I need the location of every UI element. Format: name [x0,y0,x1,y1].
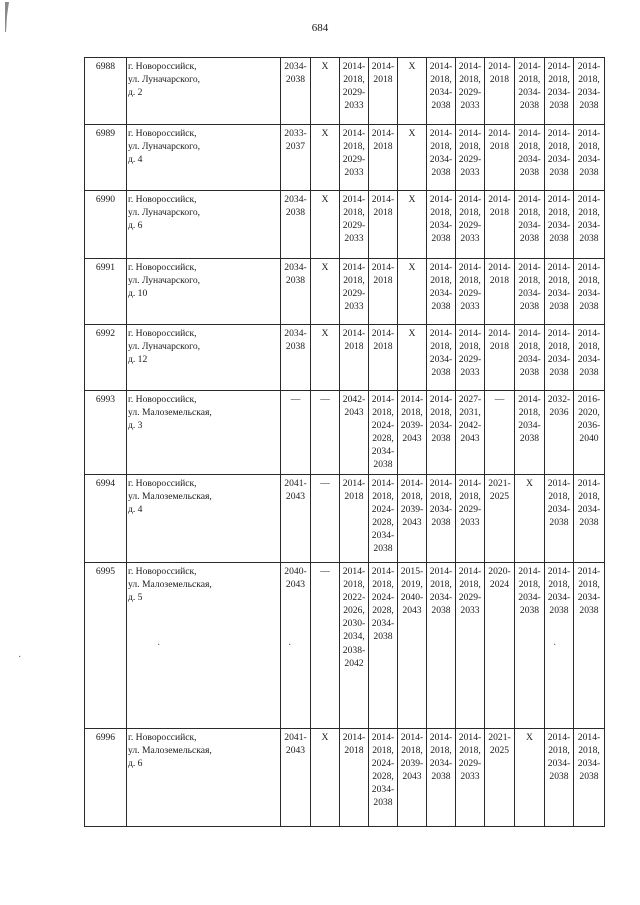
address-line: д. 3 [128,420,143,432]
period-cell: 2014- 2018, 2034- 2038 [427,391,456,475]
period-cell: 2014- 2018, 2034- 2038 [545,475,574,563]
table-row [85,191,605,259]
period-cell: 2034- 2038 [281,58,311,125]
period-cell: 2014- 2018 [485,58,515,125]
period-cell: 2014- 2018, 2034- 2038 [545,125,574,191]
period-cell: 2014- 2018, 2034- 2038 [515,391,545,475]
period-cell: 2014- 2018, 2034- 2038 [574,729,605,827]
period-cell: 2014- 2018 [369,58,398,125]
period-cell: X [311,325,340,391]
row-number-cell: 6992 [85,325,127,391]
period-cell: 2014- 2018 [369,125,398,191]
period-cell: X [311,125,340,191]
period-cell: 2014- 2018, 2034- 2038 [574,563,605,729]
table-body [85,58,605,827]
period-cell: 2032- 2036 [545,391,574,475]
scan-speck: · [157,640,161,651]
address-line: ул. Луначарского, [128,141,201,153]
address-cell [127,391,281,475]
period-cell: 2014- 2018, 2022- 2026, 2030- 2034, 2038- 2042 [340,563,369,729]
period-cell: 2014- 2018, 2034- 2038 [427,58,456,125]
address-cell [127,563,281,729]
period-cell: 2014- 2018, 2034- 2038 [515,191,545,259]
period-cell: 2014- 2018, 2029- 2033 [456,325,485,391]
period-cell: 2014- 2018, 2029- 2033 [340,191,369,259]
period-cell: 2014- 2018 [485,191,515,259]
address-cell [127,191,281,259]
period-cell: 2014- 2018, 2024- 2028, 2034- 2038 [369,563,398,729]
period-cell: 2041- 2043 [281,729,311,827]
row-number-cell: 6991 [85,259,127,325]
period-cell: 2014- 2018 [369,191,398,259]
period-cell: X [398,325,427,391]
address-line: г. Новороссийск, [128,328,197,339]
period-cell: — [311,475,340,563]
period-cell: — [485,391,515,475]
period-cell: 2034- 2038 [281,325,311,391]
period-cell: 2040- 2043 [281,563,311,729]
period-cell: 2014- 2018, 2034- 2038 [427,729,456,827]
period-cell: X [398,191,427,259]
period-cell: 2014- 2018 [369,259,398,325]
table-row [85,391,605,475]
period-cell: 2014- 2018, 2029- 2033 [340,58,369,125]
period-cell: 2014- 2018 [340,475,369,563]
period-cell: 2034- 2038 [281,191,311,259]
page-number: 684 [311,22,329,34]
address-line: ул. Малоземельская, [128,491,212,503]
period-cell: 2014- 2018, 2034- 2038 [515,563,545,729]
address-line: ул. Малоземельская, [128,407,212,419]
address-line: ул. Малоземельская, [128,745,212,757]
address-line: д. 6 [128,758,143,770]
row-number-cell: 6994 [85,475,127,563]
address-line: ул. Малоземельская, [128,579,212,591]
period-cell: 2014- 2018 [340,325,369,391]
scan-speck: · [18,652,22,663]
period-cell: 2033- 2037 [281,125,311,191]
address-line: д. 10 [128,288,148,300]
address-line: г. Новороссийск, [128,262,197,273]
period-cell: 2014- 2018, 2029- 2033 [456,58,485,125]
period-cell: 2014- 2018, 2029- 2033 [456,563,485,729]
period-cell: 2014- 2018, 2024- 2028, 2034- 2038 [369,391,398,475]
period-cell: 2014- 2018 [340,729,369,827]
period-cell: X [311,58,340,125]
table-row [85,475,605,563]
period-cell: 2014- 2018, 2034- 2038 [515,125,545,191]
table-row [85,259,605,325]
period-cell: 2016- 2020, 2036- 2040 [574,391,605,475]
period-cell: 2041- 2043 [281,475,311,563]
address-line: г. Новороссийск, [128,566,197,577]
period-cell: 2014- 2018 [485,325,515,391]
period-cell: 2014- 2018 [369,325,398,391]
address-cell [127,325,281,391]
address-line: д. 4 [128,504,143,516]
address-cell [127,259,281,325]
address-line: ул. Луначарского, [128,74,201,86]
period-cell: 2014- 2018, 2034- 2038 [574,125,605,191]
period-cell: — [311,391,340,475]
address-line: г. Новороссийск, [128,194,197,205]
address-line: г. Новороссийск, [128,61,197,72]
period-cell: 2014- 2018, 2039- 2043 [398,391,427,475]
row-number-cell: 6989 [85,125,127,191]
period-cell: 2014- 2018, 2029- 2033 [340,259,369,325]
table-row [85,125,605,191]
address-line: д. 12 [128,354,148,366]
address-cell [127,475,281,563]
address-cell [127,729,281,827]
period-cell: 2014- 2018, 2039- 2043 [398,729,427,827]
period-cell: 2014- 2018, 2029- 2033 [456,475,485,563]
period-cell: 2042- 2043 [340,391,369,475]
period-cell: X [398,259,427,325]
address-line: ул. Луначарского, [128,275,201,287]
address-line: ул. Луначарского, [128,207,201,219]
scan-speck: · [288,640,292,651]
address-line: д. 6 [128,220,143,232]
row-number-cell: 6988 [85,58,127,125]
period-cell: 2014- 2018, 2034- 2038 [545,729,574,827]
period-cell: 2021- 2025 [485,475,515,563]
period-cell: X [311,191,340,259]
period-cell: — [311,563,340,729]
address-line: г. Новороссийск, [128,128,197,139]
period-cell: X [398,58,427,125]
table-row [85,58,605,125]
period-cell: 2014- 2018, 2029- 2033 [340,125,369,191]
period-cell: 2014- 2018, 2034- 2038 [427,191,456,259]
period-cell: X [311,259,340,325]
period-cell: 2014- 2018, 2039- 2043 [398,475,427,563]
row-number-cell: 6996 [85,729,127,827]
period-cell: 2014- 2018, 2034- 2038 [427,325,456,391]
period-cell: 2014- 2018, 2034- 2038 [427,475,456,563]
period-cell: 2014- 2018, 2034- 2038 [545,259,574,325]
table-row [85,563,605,729]
period-cell: 2014- 2018, 2034- 2038 [545,325,574,391]
period-cell: 2021- 2025 [485,729,515,827]
period-cell: 2014- 2018, 2034- 2038 [545,191,574,259]
period-cell: 2014- 2018, 2034- 2038 [427,259,456,325]
period-cell: 2014- 2018, 2034- 2038 [515,259,545,325]
period-cell: 2014- 2018, 2029- 2033 [456,191,485,259]
table-row [85,325,605,391]
period-cell: 2027- 2031, 2042- 2043 [456,391,485,475]
period-cell: 2014- 2018, 2034- 2038 [515,325,545,391]
period-cell: 2020- 2024 [485,563,515,729]
period-cell: X [515,729,545,827]
period-cell: — [281,391,311,475]
period-cell: 2014- 2018, 2034- 2038 [574,325,605,391]
table-row [85,729,605,827]
period-cell: 2014- 2018 [485,259,515,325]
period-cell: 2014- 2018, 2034- 2038 [427,563,456,729]
address-cell [127,125,281,191]
period-cell: 2014- 2018, 2034- 2038 [574,259,605,325]
scan-speck: · [553,640,557,651]
period-cell: 2014- 2018, 2034- 2038 [515,58,545,125]
period-cell: 2014- 2018, 2029- 2033 [456,259,485,325]
address-cell [127,58,281,125]
period-cell: 2014- 2018, 2034- 2038 [574,191,605,259]
period-cell: 2014- 2018, 2034- 2038 [574,58,605,125]
period-cell: 2014- 2018, 2034- 2038 [545,58,574,125]
address-line: д. 4 [128,154,143,166]
row-number-cell: 6995 [85,563,127,729]
address-line: г. Новороссийск, [128,478,197,489]
period-cell: 2014- 2018, 2034- 2038 [427,125,456,191]
period-cell: 2014- 2018, 2029- 2033 [456,729,485,827]
period-cell: X [311,729,340,827]
address-line: д. 2 [128,87,143,99]
data-table [84,57,605,827]
address-line: ул. Луначарского, [128,341,201,353]
period-cell: 2014- 2018 [485,125,515,191]
row-number-cell: 6993 [85,391,127,475]
period-cell: X [515,475,545,563]
period-cell: X [398,125,427,191]
period-cell: 2034- 2038 [281,259,311,325]
period-cell: 2014- 2018, 2034- 2038 [574,475,605,563]
address-line: г. Новороссийск, [128,394,197,405]
address-line: г. Новороссийск, [128,732,197,743]
period-cell: 2014- 2018, 2024- 2028, 2034- 2038 [369,729,398,827]
period-cell: 2015- 2019, 2040- 2043 [398,563,427,729]
row-number-cell: 6990 [85,191,127,259]
period-cell: 2014- 2018, 2029- 2033 [456,125,485,191]
period-cell: 2014- 2018, 2034- 2038 [545,563,574,729]
address-line: д. 5 [128,592,143,604]
period-cell: 2014- 2018, 2024- 2028, 2034- 2038 [369,475,398,563]
